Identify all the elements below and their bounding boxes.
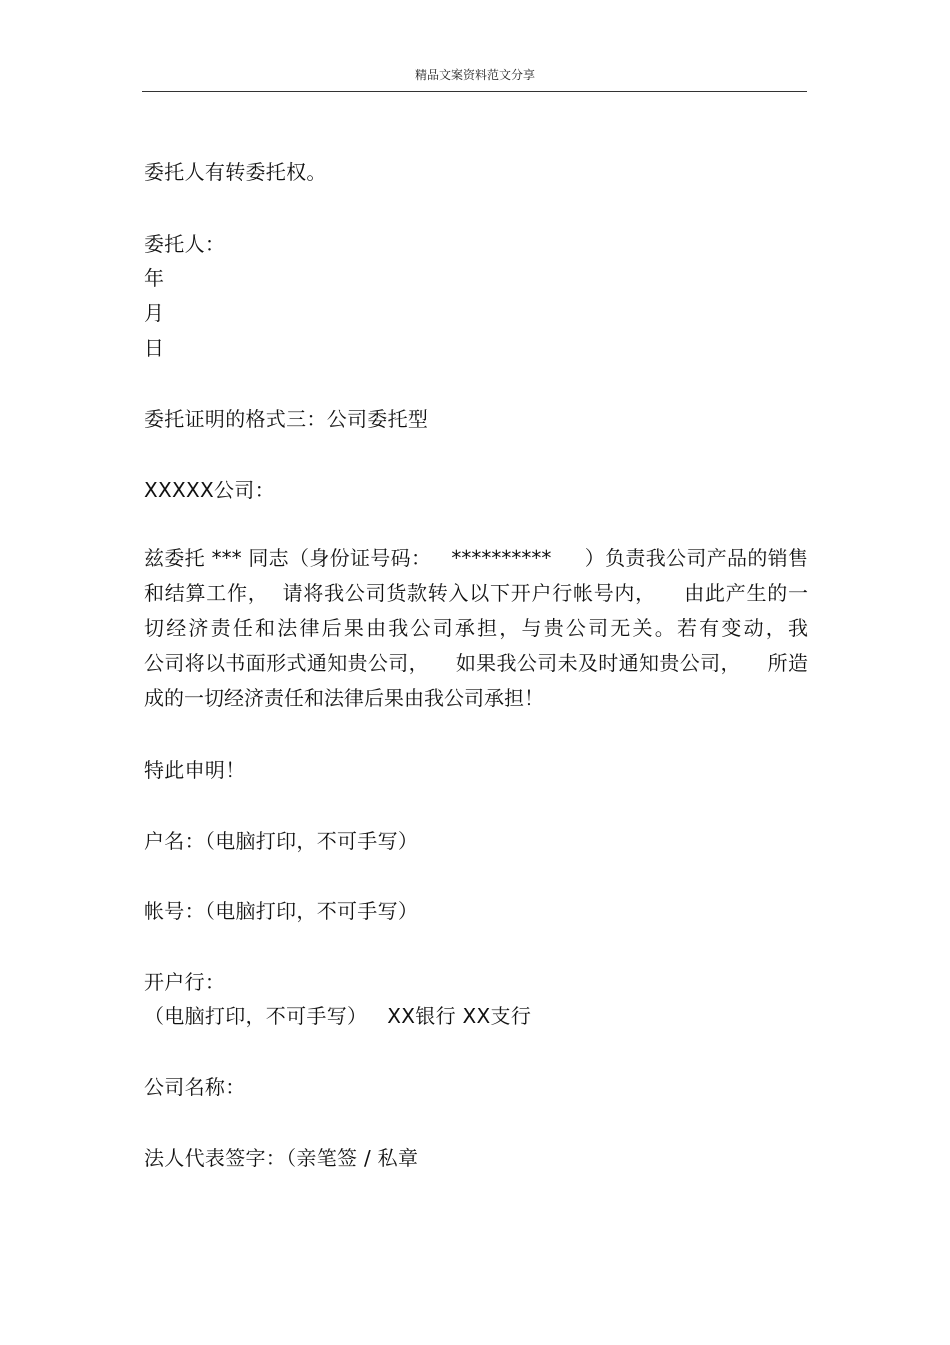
account-number-line: 帐号：（电脑打印，不可手写） (144, 899, 419, 923)
paragraph-line: 和结算工作， 请将我公司货款转入以下开户行帐号内， 由此产生的一 (144, 581, 808, 605)
company-name-line: 公司名称： (144, 1075, 246, 1099)
header-rule (142, 91, 807, 92)
text-line: 特此申明！ (144, 758, 246, 782)
paragraph-line: 成的一切经济责任和法律后果由我公司承担！ (144, 686, 544, 710)
text-line: 委托人有转委托权。 (144, 160, 327, 184)
page-header: 精品文案资料范文分享 (414, 68, 535, 82)
paragraph-line: 兹委托 *** 同志（身份证号码： ********** ）负责我公司产品的销售 (144, 546, 808, 570)
salutation: XXXXX公司： (144, 478, 275, 502)
bank-value-line: （电脑打印，不可手写） XX银行 XX支行 (144, 1004, 532, 1028)
body-paragraph (144, 541, 808, 716)
account-name-line: 户名：（电脑打印，不可手写） (144, 829, 419, 853)
text-line: 委托人： (144, 232, 226, 256)
section-title: 委托证明的格式三：公司委托型 (144, 407, 429, 431)
text-line: 年 (144, 266, 165, 290)
bank-label-line: 开户行： (144, 970, 226, 994)
text-line: 月 (144, 301, 165, 325)
paragraph-line: 切经济责任和法律后果由我公司承担，与贵公司无关。若有变动，我 (144, 616, 808, 640)
paragraph-line: 公司将以书面形式通知贵公司， 如果我公司未及时通知贵公司， 所造 (144, 651, 808, 675)
text-line: 日 (144, 336, 165, 360)
signature-line: 法人代表签字：（亲笔签 / 私章 (144, 1146, 419, 1170)
